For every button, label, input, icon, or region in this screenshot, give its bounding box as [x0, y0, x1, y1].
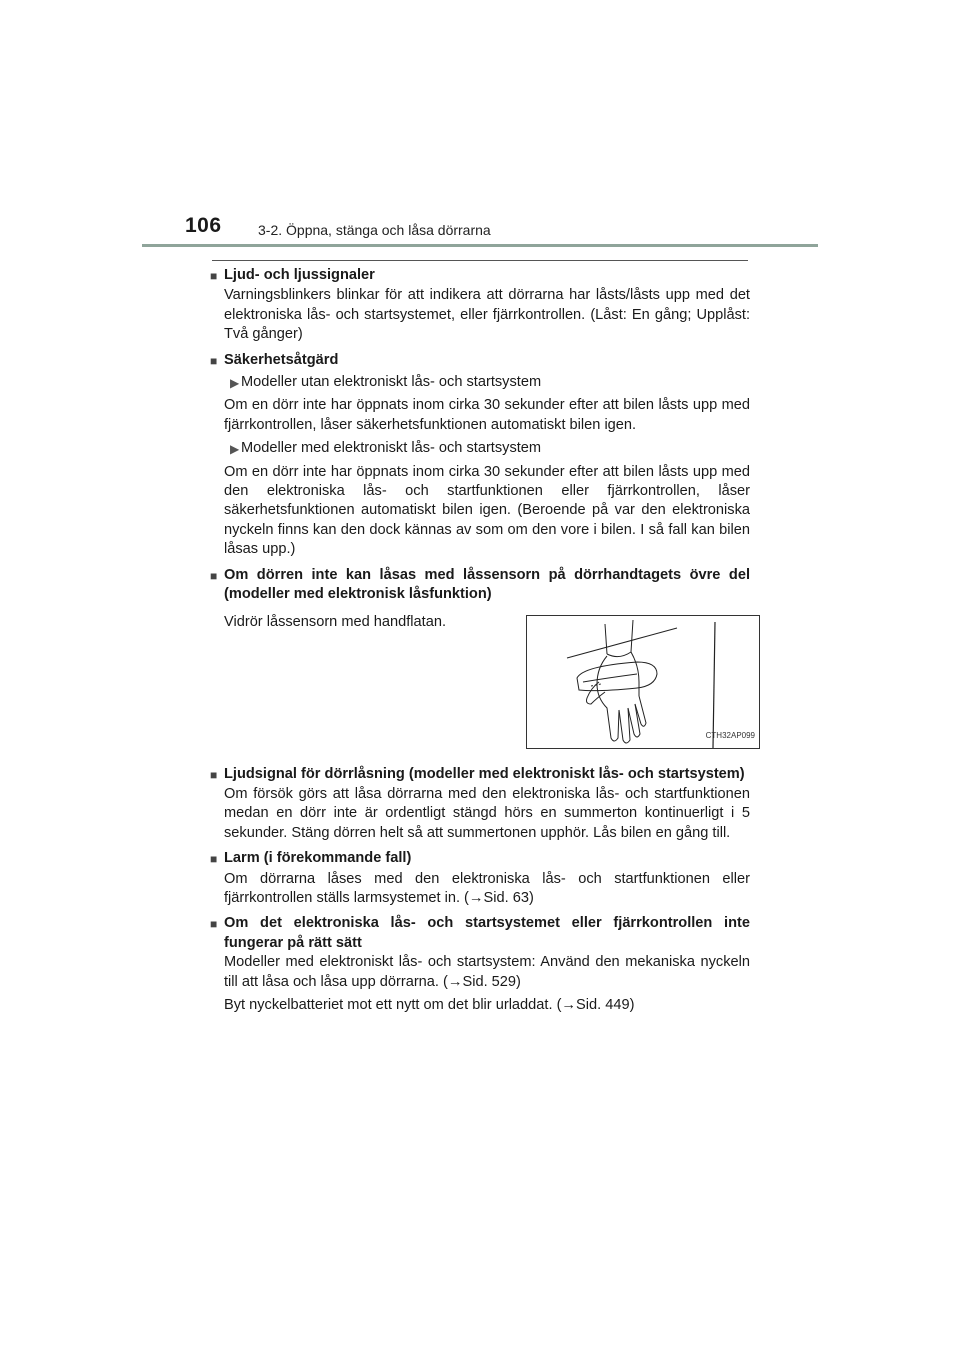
chapter-title: 3-2. Öppna, stänga och låsa dörrarna [258, 222, 491, 238]
section-heading [210, 849, 750, 869]
heading-text: Om dörren inte kan låsas med låssensorn på dörrhandtagets övre del (modeller med elektronisk låsfunktion) [224, 566, 750, 603]
paragraph: Om försök görs att låsa dörrarna med den elektroniska lås- och startfunktionen medan en dörr inte är ordentligt stängd hörs en summerton kontinuerligt i 5 sekunder. Stäng dörren helt så att summertonen upphör. Lås bilen en gång till. [224, 785, 750, 841]
heading-text: Larm (i förekommande fall) [224, 850, 412, 867]
square-bullet-icon: ■ [210, 852, 218, 867]
section-heading [210, 266, 750, 286]
square-bullet-icon: ■ [210, 353, 218, 368]
subheading-text: Modeller med elektroniskt lås- och startsystem [241, 440, 542, 457]
subheading-text: Modeller utan elektroniskt lås- och startsystem [241, 374, 542, 391]
content [210, 266, 755, 1021]
section-heading [210, 914, 750, 953]
model-subheading [230, 373, 750, 393]
heading-text: Ljud- och ljussignaler [224, 267, 375, 283]
page-number: 106 [185, 214, 222, 237]
heading-text: Ljudsignal för dörrlåsning (modeller med elektroniskt lås- och startsystem) [224, 765, 745, 782]
paragraph: Varningsblinkers blinkar för att indikera att dörrarna har låsts/låsts upp med det elektroniska lås- och startsystemet, eller fjärrkontrollen. (Låst: En gång; Upplåst: Två gånger) [224, 287, 750, 343]
paragraph: Om dörrarna låses med den elektroniska lås- och startfunktionen eller fjärrkontrollen ställs larmsystemet in. (→Sid. 63) [224, 870, 750, 906]
square-bullet-icon: ■ [210, 269, 218, 283]
square-bullet-icon: ■ [210, 568, 218, 583]
triangle-right-icon: ▶ [230, 442, 240, 457]
paragraph: Byt nyckelbatteriet mot ett nytt om det blir urladdat. (→Sid. 449) [224, 996, 635, 1013]
section-light-sound-signals [210, 266, 750, 345]
figure-caption: Vidrör låssensorn med handflatan. [224, 613, 447, 630]
triangle-right-icon: ▶ [230, 376, 240, 391]
header-rule [142, 244, 818, 247]
section-safety-measure [210, 351, 750, 560]
paragraph: Modeller med elektroniskt lås- och startsystem: Använd den mekaniska nyckeln till att låsa och låsa upp dörrarna. (→Sid. 529) [224, 954, 750, 990]
figure-code: CTH32AP099 [705, 731, 755, 741]
model-subheading [230, 439, 750, 459]
section-heading [210, 566, 750, 605]
content-rule [212, 260, 748, 261]
section-alarm [210, 849, 750, 908]
section-heading [210, 765, 750, 785]
heading-text: Om det elektroniska lås- och startsystemet eller fjärrkontrollen inte fungerar på rätt sätt [224, 915, 750, 951]
hand-on-door-handle-illustration [526, 615, 760, 749]
section-heading [210, 351, 750, 371]
paragraph: Om en dörr inte har öppnats inom cirka 30 sekunder efter att bilen låsts upp med fjärrkontrollen, låser säkerhetsfunktionen automatiskt bilen igen. [224, 397, 750, 433]
paragraph: Om en dörr inte har öppnats inom cirka 30 sekunder efter att bilen låsts upp med den elektroniska lås- och startfunktionen eller fjärrkontrollen, låser säkerhetsfunktionen automatiskt bilen igen. (Beroende på var den elektroniska nyckeln finns kan den dock kännas av som om den vore i bilen. I så fall kan bilen låsas upp.) [224, 463, 750, 558]
section-lock-buzzer [210, 765, 750, 844]
heading-text: Säkerhetsåtgärd [224, 351, 339, 368]
square-bullet-icon: ■ [210, 767, 218, 782]
section-lock-sensor [210, 566, 755, 759]
section-malfunction [210, 914, 750, 1015]
square-bullet-icon: ■ [210, 917, 218, 932]
